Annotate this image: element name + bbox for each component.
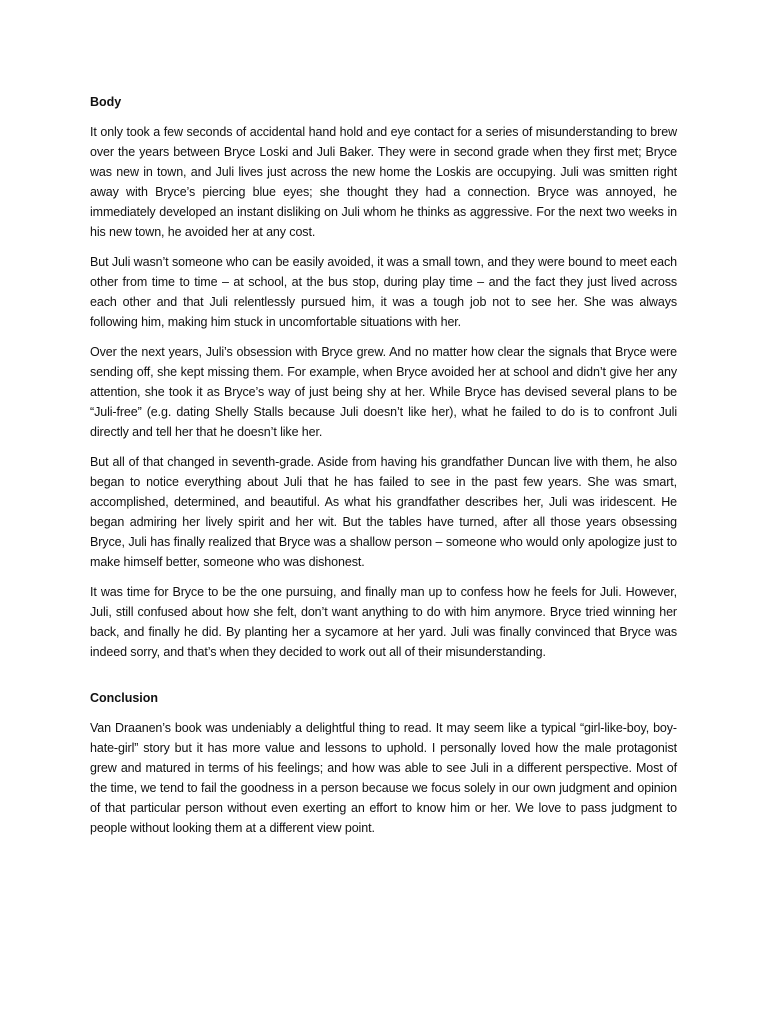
body-paragraph-2: But Juli wasn’t someone who can be easily avoided, it was a small town, and they were bound to meet each other from time to time – at school, at the bus stop, during play time – and the fact they just lived across each other and that Juli relentlessly pursued him, it was a tough job not to see her. She was always following him, making him stuck in uncomfortable situations with her. bbox=[90, 255, 677, 329]
conclusion-section bbox=[90, 718, 677, 838]
conclusion-paragraph-1: Van Draanen’s book was undeniably a delightful thing to read. It may seem like a typical “girl-like-boy, boy-hate-girl” story but it has more value and lessons to uphold. I personally loved how the male protagonist grew and matured in terms of his feelings; and how was able to see Juli in a different perspective. Most of the time, we tend to fail the goodness in a person because we focus solely in our own judgment and opinion of that particular person without even exerting an effort to know him or her. We love to pass judgment to people without looking them at a different view point. bbox=[90, 721, 677, 835]
body-paragraph-1: It only took a few seconds of accidental hand hold and eye contact for a series of misunderstanding to brew over the years between Bryce Loski and Juli Baker. They were in second grade when they first met; Bryce was new in town, and Juli lives just across the new home the Loskis are occupying. Juli was smitten right away with Bryce’s piercing blue eyes; she thought they had a connection. Bryce was annoyed, he immediately developed an instant disliking on Juli whom he thinks as aggressive. For the next two weeks in his new town, he avoided her at any cost. bbox=[90, 125, 677, 239]
body-paragraph-3: Over the next years, Juli’s obsession with Bryce grew. And no matter how clear the signals that Bryce were sending off, she kept missing them. For example, when Bryce avoided her at school and didn’t give her any attention, she took it as Bryce’s way of just being shy at her. While Bryce has devised several plans to be “Juli-free” (e.g. dating Shelly Stalls because Juli doesn’t like her), what he failed to do is to confront Juli directly and tell her that he doesn’t like her. bbox=[90, 345, 677, 439]
body-paragraph-5: It was time for Bryce to be the one pursuing, and finally man up to confess how he feels for Juli. However, Juli, still confused about how she felt, don’t want anything to do with him anymore. Bryce tried winning her back, and finally he did. By planting her a sycamore at her yard. Juli was finally convinced that Bryce was indeed sorry, and that’s when they decided to work out all of their misunderstanding. bbox=[90, 585, 677, 659]
body-heading: Body bbox=[90, 95, 122, 109]
body-paragraph-4: But all of that changed in seventh-grade. Aside from having his grandfather Duncan live with them, he also began to notice everything about Juli that he has failed to see in the past few years. She was smart, accomplished, determined, and beautiful. As what his grandfather describes her, Juli was iridescent. He began admiring her lively spirit and her wit. But the tables have turned, after all those years obsessing Bryce, Juli has finally realized that Bryce was a shallow person – someone who would only apologize just to make himself better, someone who was dishonest. bbox=[90, 455, 677, 569]
conclusion-heading: Conclusion bbox=[90, 691, 159, 705]
body-section bbox=[90, 122, 677, 672]
